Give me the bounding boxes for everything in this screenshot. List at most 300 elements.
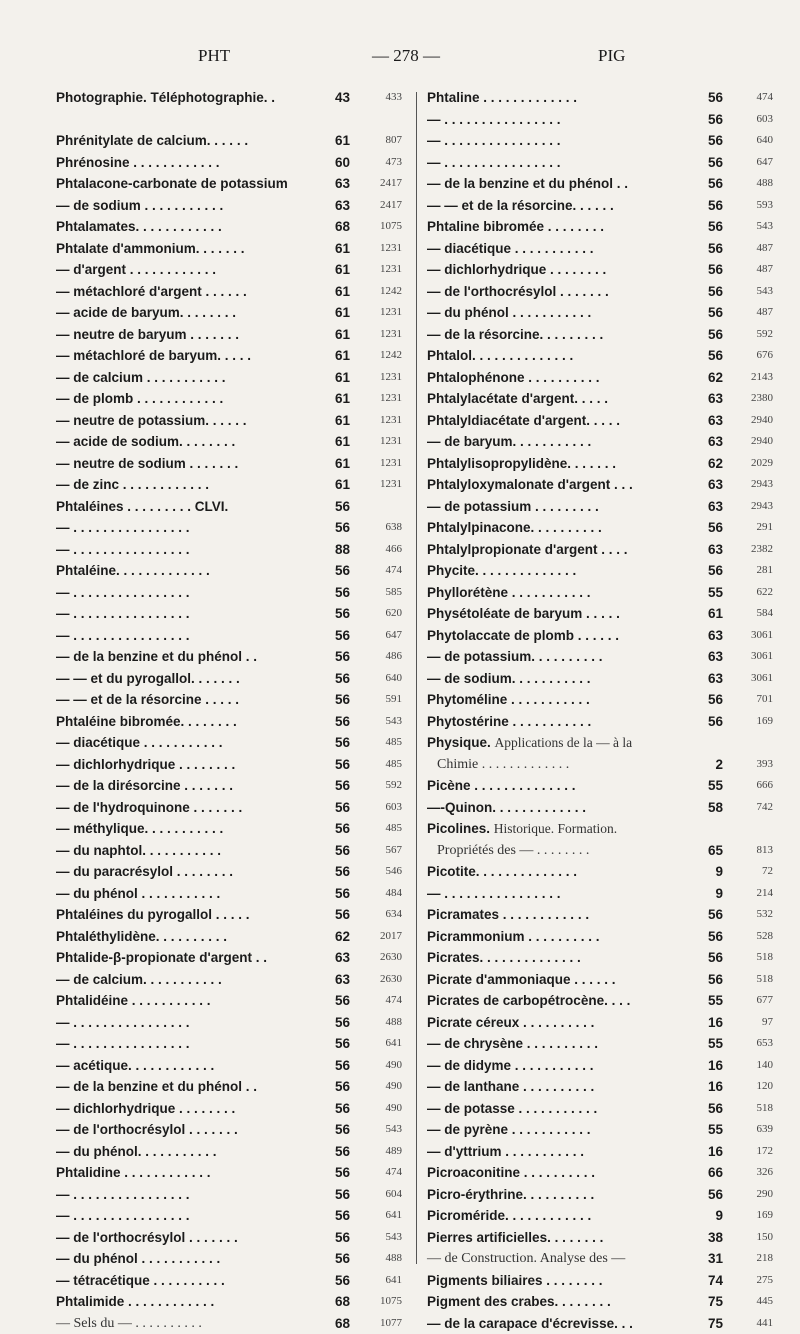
entry-page: 634	[368, 904, 402, 926]
entry-volume: 61	[324, 431, 350, 453]
entry-name: Phtaléthylidène. . . . . . . . . .	[56, 926, 227, 948]
entry-volume: 56	[324, 818, 350, 840]
entry-page: 2417	[368, 195, 402, 217]
index-entry	[427, 539, 770, 561]
entry-volume: 68	[324, 216, 350, 238]
entry-name: — . . . . . . . . . . . . . . . .	[56, 625, 190, 647]
entry-name: — acétique. . . . . . . . . . . .	[56, 1055, 214, 1077]
entry-page: 647	[739, 152, 773, 174]
index-entry	[427, 1119, 770, 1141]
index-entry	[427, 646, 770, 668]
entry-page: 584	[739, 603, 773, 625]
entry-volume: 65	[697, 840, 723, 862]
entry-page: 592	[368, 775, 402, 797]
entry-name: Pigment des crabes. . . . . . . .	[427, 1291, 611, 1313]
entry-name: — de Construction. Analyse des —	[427, 1248, 625, 1270]
entry-page: 489	[368, 1141, 402, 1163]
entry-name: Phtaléine. . . . . . . . . . . . .	[56, 560, 210, 582]
entry-page: 591	[368, 689, 402, 711]
entry-name: Picotite. . . . . . . . . . . . . .	[427, 861, 577, 883]
entry-name: Phtalamates. . . . . . . . . . . .	[56, 216, 222, 238]
entry-volume: 75	[697, 1291, 723, 1313]
index-entry	[427, 130, 770, 152]
entry-page: 490	[368, 1076, 402, 1098]
index-entry	[56, 496, 406, 518]
index-entry	[56, 1205, 406, 1227]
entry-name: — d'yttrium . . . . . . . . . . .	[427, 1141, 584, 1163]
entry-name: Picrates. . . . . . . . . . . . . .	[427, 947, 581, 969]
index-entry	[427, 582, 770, 604]
index-entry	[56, 259, 406, 281]
entry-volume: 56	[324, 582, 350, 604]
entry-page: 488	[368, 1248, 402, 1270]
entry-name: — acide de baryum. . . . . . . .	[56, 302, 236, 324]
index-entry	[56, 1076, 406, 1098]
entry-volume: 61	[324, 238, 350, 260]
entry-page: 585	[368, 582, 402, 604]
index-entry	[56, 732, 406, 754]
entry-volume: 56	[324, 904, 350, 926]
index-entry	[427, 388, 770, 410]
entry-volume: 56	[697, 109, 723, 131]
index-entry	[56, 1012, 406, 1034]
entry-page: 641	[368, 1205, 402, 1227]
index-entry	[56, 1033, 406, 1055]
entry-name: — . . . . . . . . . . . . . . . .	[56, 1184, 190, 1206]
entry-page: 1231	[368, 453, 402, 475]
index-entry	[427, 195, 770, 217]
entry-volume: 56	[324, 840, 350, 862]
entry-name: Phrénitylate de calcium. . . . . .	[56, 130, 248, 152]
entry-page: 567	[368, 840, 402, 862]
entry-volume: 63	[697, 410, 723, 432]
entry-name: — de didyme . . . . . . . . . . .	[427, 1055, 594, 1077]
entry-page: 2630	[368, 947, 402, 969]
index-entry	[427, 345, 770, 367]
index-entry	[56, 689, 406, 711]
index-entry	[427, 1270, 770, 1292]
entry-volume: 61	[324, 474, 350, 496]
entry-volume: 61	[324, 410, 350, 432]
entry-page: 593	[739, 195, 773, 217]
entry-name: — méthylique. . . . . . . . . . .	[56, 818, 223, 840]
entry-volume: 56	[324, 646, 350, 668]
entry-page: 1231	[368, 410, 402, 432]
entry-volume: 61	[324, 453, 350, 475]
index-entry	[427, 926, 770, 948]
index-entry	[427, 1033, 770, 1055]
index-entry	[427, 302, 770, 324]
index-entry	[56, 87, 406, 109]
entry-name: — du phénol. . . . . . . . . . .	[56, 1141, 217, 1163]
entry-name: Picro-érythrine. . . . . . . . . .	[427, 1184, 594, 1206]
entry-name: Phtaléines . . . . . . . . . CLVI.	[56, 496, 228, 518]
entry-volume: 63	[697, 388, 723, 410]
entry-volume: 58	[697, 797, 723, 819]
index-entry	[427, 1184, 770, 1206]
entry-name: Picolines. Historique. Formation.	[427, 818, 617, 840]
index-entry	[56, 711, 406, 733]
index-entry	[56, 173, 406, 195]
entry-page: 813	[739, 840, 773, 862]
entry-page: 393	[739, 754, 773, 776]
entry-name: Picène . . . . . . . . . . . . . .	[427, 775, 576, 797]
entry-page: 120	[739, 1076, 773, 1098]
index-entry	[56, 1162, 406, 1184]
entry-volume: 56	[324, 560, 350, 582]
entry-name: — de la benzine et du phénol . .	[56, 646, 257, 668]
entry-page: 653	[739, 1033, 773, 1055]
entry-volume: 56	[324, 625, 350, 647]
entry-page: 466	[368, 539, 402, 561]
entry-name: — métachloré d'argent . . . . . .	[56, 281, 247, 303]
index-entry	[427, 324, 770, 346]
entry-volume: 31	[697, 1248, 723, 1270]
entry-page: 518	[739, 1098, 773, 1120]
entry-volume: 2	[697, 754, 723, 776]
index-entry	[56, 797, 406, 819]
entry-page: 518	[739, 969, 773, 991]
index-entry	[56, 1313, 406, 1334]
entry-page: 445	[739, 1291, 773, 1313]
entry-name: — de sodium. . . . . . . . . . .	[427, 668, 591, 690]
entry-page: 604	[368, 1184, 402, 1206]
index-entry	[56, 474, 406, 496]
entry-name: — de pyrène . . . . . . . . . . .	[427, 1119, 591, 1141]
entry-volume: 61	[324, 324, 350, 346]
index-entry	[56, 1248, 406, 1270]
entry-name: Phtalylpropionate d'argent . . . .	[427, 539, 627, 561]
entry-name: Pierres artificielles. . . . . . . .	[427, 1227, 603, 1249]
entry-volume: 61	[324, 302, 350, 324]
entry-volume: 63	[697, 625, 723, 647]
entry-page: 490	[368, 1055, 402, 1077]
entry-page: 677	[739, 990, 773, 1012]
entry-name: — . . . . . . . . . . . . . . . .	[56, 539, 190, 561]
entry-name: — . . . . . . . . . . . . . . . .	[56, 1205, 190, 1227]
index-entry	[427, 883, 770, 905]
entry-volume: 56	[324, 1227, 350, 1249]
entry-name: — de chrysène . . . . . . . . . .	[427, 1033, 598, 1055]
entry-volume: 55	[697, 1119, 723, 1141]
entry-page: 2943	[739, 474, 773, 496]
index-entry	[427, 474, 770, 496]
entry-volume: 55	[697, 1033, 723, 1055]
entry-name: — dichlorhydrique . . . . . . . .	[56, 1098, 235, 1120]
header-right: PIG	[598, 46, 625, 66]
entry-volume: 55	[697, 990, 723, 1012]
entry-volume: 9	[697, 883, 723, 905]
index-entry	[56, 947, 406, 969]
entry-page: 543	[368, 1227, 402, 1249]
entry-page: 1242	[368, 345, 402, 367]
index-entry	[427, 216, 770, 238]
index-entry	[56, 367, 406, 389]
entry-page: 2380	[739, 388, 773, 410]
entry-name: — tétracétique . . . . . . . . . .	[56, 1270, 225, 1292]
entry-name: — dichlorhydrique . . . . . . . .	[427, 259, 606, 281]
index-entry	[56, 152, 406, 174]
entry-volume: 56	[324, 1012, 350, 1034]
entry-name: — dichlorhydrique . . . . . . . .	[56, 754, 235, 776]
index-entry	[56, 109, 406, 131]
entry-name: Phtalacone-carbonate de potassium	[56, 173, 288, 195]
entry-name: Picrate céreux . . . . . . . . . .	[427, 1012, 594, 1034]
entry-page: 1231	[368, 259, 402, 281]
entry-volume: 56	[697, 947, 723, 969]
entry-name: Phtaléine bibromée. . . . . . . .	[56, 711, 237, 733]
entry-name: — acide de sodium. . . . . . . .	[56, 431, 235, 453]
entry-page: 620	[368, 603, 402, 625]
entry-volume: 56	[697, 689, 723, 711]
entry-name: Phtalyldiacétate d'argent. . . . .	[427, 410, 620, 432]
index-entry	[427, 1227, 770, 1249]
entry-name: — . . . . . . . . . . . . . . . .	[427, 109, 561, 131]
entry-volume: 56	[324, 732, 350, 754]
entry-name: — du naphtol. . . . . . . . . . .	[56, 840, 221, 862]
index-entry	[427, 560, 770, 582]
entry-name: — du phénol . . . . . . . . . . .	[427, 302, 591, 324]
entry-volume: 56	[697, 711, 723, 733]
index-entry	[427, 259, 770, 281]
entry-volume: 9	[697, 1205, 723, 1227]
entry-volume: 16	[697, 1141, 723, 1163]
entry-name: Propriétés des — . . . . . . . .	[437, 840, 589, 862]
entry-page: 546	[368, 861, 402, 883]
entry-page: 1231	[368, 238, 402, 260]
index-entry	[427, 173, 770, 195]
entry-name: Phtalidéine . . . . . . . . . . .	[56, 990, 211, 1012]
entry-page: 1077	[368, 1313, 402, 1334]
entry-volume: 56	[697, 345, 723, 367]
entry-name: — de calcium . . . . . . . . . . .	[56, 367, 226, 389]
index-entry	[427, 861, 770, 883]
index-entry	[56, 1141, 406, 1163]
index-entry	[56, 883, 406, 905]
entry-volume: 56	[697, 259, 723, 281]
index-entry	[56, 840, 406, 862]
index-entry	[427, 109, 770, 131]
entry-page: 641	[368, 1033, 402, 1055]
left-column	[56, 87, 406, 1334]
entry-volume: 56	[324, 1076, 350, 1098]
entry-volume: 61	[324, 259, 350, 281]
entry-volume: 55	[697, 582, 723, 604]
entry-name: — de potasse . . . . . . . . . . .	[427, 1098, 597, 1120]
entry-page: 603	[368, 797, 402, 819]
entry-page: 2630	[368, 969, 402, 991]
entry-volume: 75	[697, 1313, 723, 1334]
entry-page: 2143	[739, 367, 773, 389]
index-entry	[427, 947, 770, 969]
entry-name: Phrénosine . . . . . . . . . . . .	[56, 152, 220, 174]
entry-page: 640	[368, 668, 402, 690]
index-entry	[427, 1162, 770, 1184]
index-entry	[56, 969, 406, 991]
entry-volume: 56	[324, 775, 350, 797]
index-entry	[427, 689, 770, 711]
entry-name: — de plomb . . . . . . . . . . . .	[56, 388, 223, 410]
entry-page: 169	[739, 711, 773, 733]
entry-name: — de potassium . . . . . . . . .	[427, 496, 599, 518]
index-entry	[56, 1119, 406, 1141]
entry-name: Phtalylisopropylidène. . . . . . .	[427, 453, 616, 475]
index-entry	[56, 130, 406, 152]
entry-volume: 61	[324, 130, 350, 152]
entry-name: — d'argent . . . . . . . . . . . .	[56, 259, 216, 281]
entry-volume: 63	[697, 646, 723, 668]
entry-name: — de la carapace d'écrevisse. . .	[427, 1313, 633, 1334]
entry-name: — de l'hydroquinone . . . . . . .	[56, 797, 242, 819]
index-entry	[56, 775, 406, 797]
entry-page: 290	[739, 1184, 773, 1206]
entry-name: — du paracrésylol . . . . . . . .	[56, 861, 233, 883]
entry-volume: 16	[697, 1076, 723, 1098]
entry-page: 326	[739, 1162, 773, 1184]
entry-name: — diacétique . . . . . . . . . . .	[427, 238, 594, 260]
entry-volume: 56	[324, 797, 350, 819]
index-entry	[56, 453, 406, 475]
entry-page: 1231	[368, 367, 402, 389]
index-entry	[427, 1141, 770, 1163]
entry-name: — de la benzine et du phénol . .	[427, 173, 628, 195]
entry-volume: 66	[697, 1162, 723, 1184]
entry-volume: 56	[697, 560, 723, 582]
entry-volume: 56	[697, 173, 723, 195]
entry-volume: 56	[697, 904, 723, 926]
entry-volume: 56	[324, 1055, 350, 1077]
entry-name: Picrates de carbopétrocène. . . .	[427, 990, 630, 1012]
index-entry	[56, 1098, 406, 1120]
index-entry	[427, 1291, 770, 1313]
entry-volume: 61	[324, 388, 350, 410]
entry-name: Phyllorétène . . . . . . . . . . .	[427, 582, 591, 604]
index-entry	[56, 238, 406, 260]
entry-page: 2029	[739, 453, 773, 475]
entry-volume: 56	[697, 216, 723, 238]
entry-volume: 56	[697, 87, 723, 109]
entry-page: 1075	[368, 1291, 402, 1313]
entry-name: — de baryum. . . . . . . . . . .	[427, 431, 591, 453]
entry-page: 281	[739, 560, 773, 582]
entry-volume: 63	[324, 173, 350, 195]
index-entry	[56, 926, 406, 948]
entry-volume: 63	[697, 539, 723, 561]
entry-volume: 56	[324, 861, 350, 883]
index-entry	[427, 453, 770, 475]
entry-name: Phtalate d'ammonium. . . . . . .	[56, 238, 245, 260]
entry-volume: 56	[697, 1184, 723, 1206]
entry-name: — métachloré de baryum. . . . .	[56, 345, 251, 367]
entry-page: 488	[368, 1012, 402, 1034]
index-entry	[56, 539, 406, 561]
entry-name: — . . . . . . . . . . . . . . . .	[56, 517, 190, 539]
entry-name: Phtalyloxymalonate d'argent . . .	[427, 474, 633, 496]
index-entry	[427, 517, 770, 539]
entry-name: Pigments biliaires . . . . . . . .	[427, 1270, 603, 1292]
entry-page: 172	[739, 1141, 773, 1163]
entry-name: — . . . . . . . . . . . . . . . .	[56, 603, 190, 625]
entry-page: 666	[739, 775, 773, 797]
entry-page: 2940	[739, 431, 773, 453]
index-entry	[427, 1205, 770, 1227]
index-entry	[427, 152, 770, 174]
entry-volume: 38	[697, 1227, 723, 1249]
entry-page: 807	[368, 130, 402, 152]
entry-page: 484	[368, 883, 402, 905]
entry-page: 485	[368, 732, 402, 754]
entry-page: 488	[739, 173, 773, 195]
entry-name: — . . . . . . . . . . . . . . . .	[56, 1012, 190, 1034]
entry-volume: 56	[324, 1141, 350, 1163]
entry-volume: 56	[697, 302, 723, 324]
entry-page: 701	[739, 689, 773, 711]
entry-page: 1231	[368, 388, 402, 410]
entry-name: — — et de la résorcine . . . . .	[56, 689, 239, 711]
entry-volume: 74	[697, 1270, 723, 1292]
entry-name: — Sels du — . . . . . . . . . .	[56, 1313, 202, 1334]
index-entry	[427, 797, 770, 819]
entry-page: 1231	[368, 431, 402, 453]
entry-page: 2017	[368, 926, 402, 948]
entry-page: 639	[739, 1119, 773, 1141]
entry-volume: 63	[697, 496, 723, 518]
entry-name: — de calcium. . . . . . . . . . .	[56, 969, 222, 991]
entry-volume: 16	[697, 1012, 723, 1034]
header-page-number: — 278 —	[372, 46, 440, 66]
entry-name: Phtaline . . . . . . . . . . . . .	[427, 87, 577, 109]
entry-volume: 56	[324, 517, 350, 539]
index-entry	[56, 517, 406, 539]
index-entry	[427, 496, 770, 518]
entry-page: 1231	[368, 302, 402, 324]
entry-name: — de sodium . . . . . . . . . . .	[56, 195, 223, 217]
index-entry	[427, 1098, 770, 1120]
index-entry	[427, 990, 770, 1012]
entry-name: Picroaconitine . . . . . . . . . .	[427, 1162, 595, 1184]
entry-volume: 63	[324, 969, 350, 991]
entry-name: Picrate d'ammoniaque . . . . . .	[427, 969, 616, 991]
entry-name: — de la résorcine. . . . . . . . .	[427, 324, 603, 346]
index-entry	[56, 560, 406, 582]
entry-volume: 68	[324, 1313, 350, 1334]
entry-name: Phytoméline . . . . . . . . . . .	[427, 689, 590, 711]
index-entry	[56, 904, 406, 926]
index-entry	[56, 668, 406, 690]
index-entry	[427, 668, 770, 690]
index-entry	[56, 861, 406, 883]
entry-page: 490	[368, 1098, 402, 1120]
index-entry	[427, 969, 770, 991]
entry-name: Physétoléate de baryum . . . . .	[427, 603, 620, 625]
index-entry	[56, 216, 406, 238]
entry-volume: 9	[697, 861, 723, 883]
index-entry	[56, 302, 406, 324]
entry-volume: 56	[697, 152, 723, 174]
entry-page: 1242	[368, 281, 402, 303]
entry-page: 433	[368, 87, 402, 109]
entry-page: 543	[368, 1119, 402, 1141]
entry-volume: 63	[697, 431, 723, 453]
index-entry	[427, 367, 770, 389]
entry-page: 676	[739, 345, 773, 367]
entry-volume: 56	[697, 130, 723, 152]
entry-volume: 61	[697, 603, 723, 625]
index-entry	[427, 754, 770, 776]
entry-name: — de l'orthocrésylol . . . . . . .	[56, 1119, 238, 1141]
entry-name: Phtalidine . . . . . . . . . . . .	[56, 1162, 211, 1184]
entry-volume: 56	[697, 195, 723, 217]
